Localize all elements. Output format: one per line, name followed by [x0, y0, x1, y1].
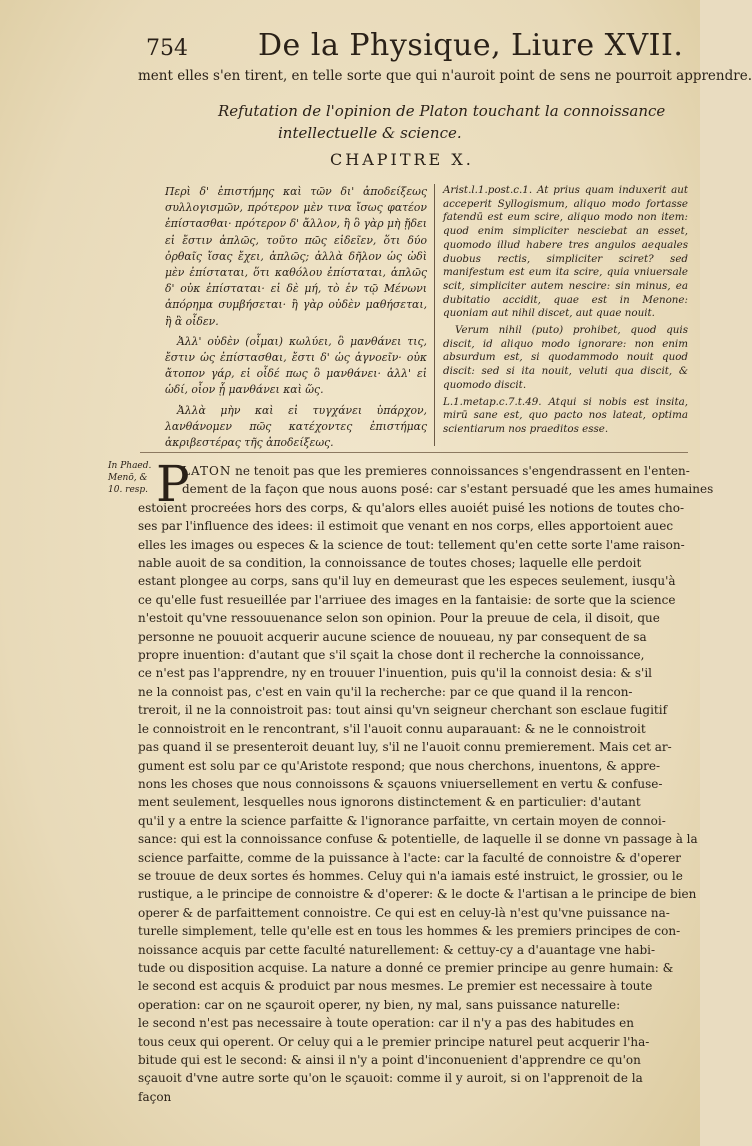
body-line: ne la connoist pas, c'est en vain qu'il la recherche: par ce que quand il la rencon- — [138, 684, 633, 699]
latin-quotation-column — [443, 184, 688, 440]
running-title: De la Physique, Liure XVII. — [258, 28, 684, 63]
body-line: n'estoit qu'vne ressouuenance selon son opinion. Pour la preuue de cela, il disoit, que — [138, 611, 660, 626]
greek-paragraph: Ἀλλ' οὐδὲν (οἶμαι) κωλύει, ὃ μανθάνει τις, ἔστιν ὡς ἐπίστασθαι, ἔστι δ' ὡς ἀγνοεῖν· οὐκ ἄτοπον γάρ, εἰ οἶδέ πως ὃ μανθάνει· ἀλλ' εἰ ὡδί, οἷον ᾗ μανθάνει καὶ ὥς. — [165, 334, 427, 397]
body-line: le connoistroit en le rencontrant, s'il l'auoit connu auparauant: & ne le connoistroit — [138, 721, 646, 736]
body-line-text: ne tenoit pas que les premieres connoissances s'engendrassent en l'enten- — [231, 464, 690, 478]
continued-line: ment elles s'en tirent, en telle sorte que qui n'auroit point de sens ne pourroit apprendre. — [138, 68, 752, 84]
body-line: ce n'est pas l'apprendre, ny en trouuer l'inuention, puis qu'il la connoist desia: & s'il — [138, 666, 653, 681]
body-line: gument est solu par ce qu'Aristote respond; que nous cherchons, inuentons, & appre- — [138, 758, 661, 773]
body-line: se trouue de deux sortes és hommes. Celuy qui n'a iamais esté instruict, le grossier, ou le — [138, 868, 683, 883]
body-line: tous ceux qui operent. Or celuy qui a le premier principe naturel peut acquerir l'ha- — [138, 1034, 650, 1049]
body-line: façon — [138, 1089, 172, 1104]
page-number: 754 — [146, 36, 188, 61]
column-divider — [434, 184, 435, 446]
body-line: elles les images ou especes & la science de tout: tellement qu'en cette sorte l'ame raison- — [138, 537, 685, 552]
body-line — [138, 462, 690, 480]
latin-paragraph: Verum nihil (puto) prohibet, quod quis discit, id aliquo modo ignorare: non enim absurdum est, si quodammodo nouit quod discit: sed si ita nouit, veluti qua discit, & quomodo discit. — [443, 324, 688, 391]
section-title — [218, 100, 688, 144]
first-word: LATON — [182, 464, 232, 478]
greek-paragraph: Περὶ δ' ἐπιστήμης καὶ τῶν δι' ἀποδείξεως συλλογισμῶν, πρότερον μὲν τινα ἴσως φατέον ἐπίστασθαι· πρότερον δ' ἄλλον, ἢ ὃ γὰρ μὴ ᾔδει εἰ ἔστιν ἁπλῶς, τοῦτο πῶς εἰδεῖεν, ὅτι δύο ὀρθαῖς ἴσας ἔχει, ἁπλῶς; ἀλλὰ δῆλον ὡς ὡδὶ μὲν ἐπίσταται, ὅτι καθόλου ἐπίσταται, ἁπλῶς δ' οὐκ ἐπίσταται· εἰ δὲ μή, τὸ ἐν τῷ Μένωνι ἀπόρημα συμβήσεται· ἢ γὰρ οὐδὲν μαθήσεται, ἢ ἃ οἶδεν. — [165, 185, 427, 328]
body-line: science parfaitte, comme de la puissance à l'acte: car la faculté de connoistre & d'operer — [138, 850, 682, 865]
body-line: nable auoit de sa condition, la connoissance de toutes choses; laquelle elle perdoit — [138, 556, 642, 571]
body-text — [138, 455, 714, 1106]
body-line: le second n'est pas necessaire à toute operation: car il n'y a pas des habitudes en — [138, 1016, 634, 1031]
margin-note: In Phaed. Menō, & 10. resp. — [108, 461, 152, 495]
body-line: qu'il y a entre la science parfaitte & l'ignorance parfaitte, vn certain moyen de connoi- — [138, 813, 666, 828]
section-divider — [140, 452, 688, 453]
page-header — [140, 22, 684, 66]
body-line: sçauoit d'vne autre sorte qu'on le sçauoit: comme il y auroit, si on l'apprenoit de la — [138, 1071, 643, 1086]
section-title-line-2: intellectuelle & science. — [278, 124, 462, 142]
body-line: operation: car on ne sçauroit operer, ny bien, ny mal, sans puissance naturelle: — [138, 997, 621, 1012]
greek-paragraph: Ἀλλὰ μὴν καὶ εἰ τυγχάνει ὑπάρχον, λανθάνομεν πῶς κατέχοντες ἐπιστήμας ἀκριβεστέρας τῆς ἀποδείξεως. — [165, 403, 427, 450]
body-line: personne ne pouuoit acquerir aucune science de nouueau, ny par consequent de sa — [138, 629, 647, 644]
body-line: ses par l'influence des idees: il estimoit que venant en nos corps, elles apportoient auec — [138, 519, 674, 534]
body-line: noissance acquis par cette faculté naturellement: & cettuy-cy a d'auantage vne habi- — [138, 942, 656, 957]
section-title-line-1: Refutation de l'opinion de Platon touchant la connoissance — [218, 102, 666, 120]
body-line: treroit, il ne la connoistroit pas: tout ainsi qu'vn seigneur cherchant son esclaue fugitif — [138, 703, 668, 718]
body-line: propre inuention: d'autant que s'il sçait la chose dont il recherche la connoissance, — [138, 648, 645, 663]
body-line: ce qu'elle fust resueillée par l'arriuee des images en la fantaisie: de sorte que la science — [138, 592, 676, 607]
body-line: sance: qui est la connoissance confuse & potentielle, de laquelle il se donne vn passage à la — [138, 832, 698, 847]
body-line: estoient procreées hors des corps, & qu'alors elles auoiét puisé les notions de toutes cho- — [138, 500, 684, 515]
body-line: operer & de parfaittement connoistre. Ce qui est en celuy-là n'est qu'vne puissance na- — [138, 905, 670, 920]
body-line: dement de la façon que nous auons posé: car s'estant persuadé que les ames humaines — [182, 482, 714, 497]
body-line: nons les choses que nous connoissons & sçauons vniuersellement en vertu & confuse- — [138, 776, 663, 791]
latin-paragraph: L.1.metap.c.7.t.49. Atqui si nobis est insita, mirū sane est, quo pacto nos lateat, optima scientiarum nos praeditos esse. — [443, 395, 688, 435]
body-line: rustique, a le principe de connoistre & d'operer: & le docte & l'artisan a le principe de bien — [138, 887, 697, 902]
body-line: pas quand il se presenteroit deuant luy, s'il ne l'auoit connu premierement. Mais cet ar- — [138, 740, 672, 755]
greek-quotation-column — [165, 184, 427, 455]
body-line: tude ou disposition acquise. La nature a donné ce premier principe au genre humain: & — [138, 960, 674, 975]
latin-paragraph: Arist.l.1.post.c.1. At prius quam induxerit aut acceperit Syllogismum, aliquo modo fortasse fatendū est eum scire, aliquo modo non item: quod enim simpliciter nesciebat an esset, quomodo illud habere tres angulos aequales duobus rectis, simpliciter sciret? sed manifestum est eum ita scire, quia vniuersale scit, simpliciter autem nescire: sin minus, ea dubitatio accidit, quae est in Menone: quoniam aut nihil discet, aut quae nouit. — [443, 184, 688, 320]
body-line: le second est acquis & produict par nous mesmes. Le premier est necessaire à toute — [138, 979, 653, 994]
body-line: ment seulement, lesquelles nous ignorons distinctement & en particulier: d'autant — [138, 795, 641, 810]
body-line: turelle simplement, telle qu'elle est en tous les hommes & les premiers principes de con- — [138, 924, 681, 939]
chapter-heading: CHAPITRE X. — [330, 150, 474, 169]
body-line: bitude qui est le second: & ainsi il n'y a point d'inconuenient d'apprendre ce qu'on — [138, 1053, 641, 1067]
drop-cap: P — [156, 455, 190, 513]
body-line: estant plongee au corps, sans qu'il luy en demeurast que les especes seulement, iusqu'à — [138, 574, 676, 589]
